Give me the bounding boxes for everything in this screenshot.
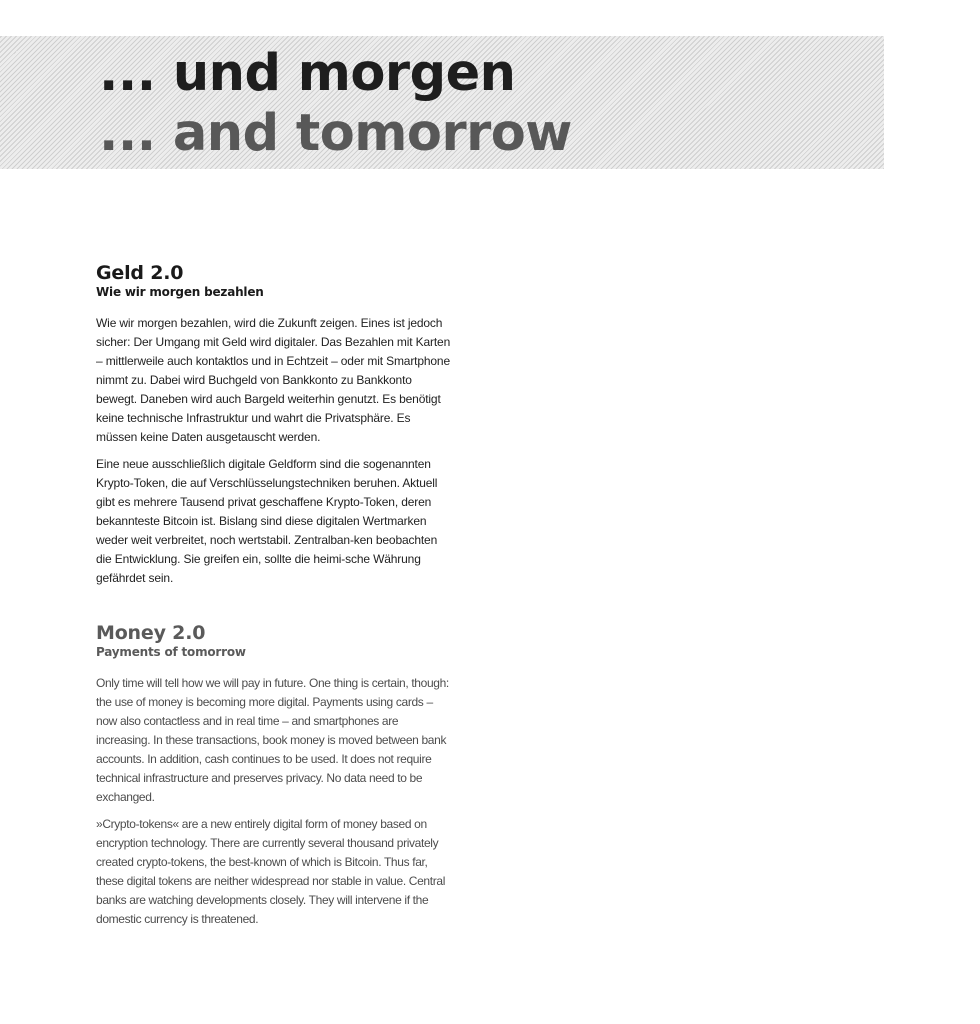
paragraph-german-1: Wie wir morgen bezahlen, wird die Zukunft zeigen. Eines ist jedoch sicher: Der Umgang mit Geld wird digitaler. Das Bezahlen mit Karten – mittlerweile auch kontaktlos und in Echtzeit – oder mit Smartphone nimmt zu. Dabei wird Buchgeld von Bankkonto zu Bankkonto bewegt. Daneben wird auch Bargeld weiterhin genutzt. Es benötigt keine technische Infrastruktur und wahrt die Privatsphäre. Es müssen keine Daten ausgetauscht werden. [96,316,451,444]
paragraph-english-1: Only time will tell how we will pay in future. One thing is certain, though: the use of money is becoming more digital. Payments using cards – now also contactless and in real time – and smartphones are increasing. In these transactions, book money is moved between bank accounts. In addition, cash continues to be used. It does not require technical infrastructure and preserves privacy. No data need to be exchanged. [96,676,449,804]
page-title-english: ... and tomorrow [99,104,572,163]
page-title-german: ... und morgen [99,44,516,103]
section-heading-english: Money 2.0 [96,622,206,644]
section-subheading-german: Wie wir morgen bezahlen [96,285,264,299]
section-english [96,622,454,929]
paragraph-english-2: »Crypto-tokens« are a new entirely digital form of money based on encryption technology. There are currently several thousand privately created crypto-tokens, the best-known of which is Bitcoin. Thus far, these digital tokens are neither widespread nor stable in value. Central banks are watching developments closely. They will intervene if the domestic currency is threatened. [96,817,446,926]
section-german [96,262,454,588]
section-subheading-english: Payments of tomorrow [96,645,246,659]
paragraph-german-2: Eine neue ausschließlich digitale Geldform sind die sogenannten Krypto-Token, die auf Verschlüsselungstechniken beruhen. Aktuell gibt es mehrere Tausend privat geschaffene Krypto-Token, deren bekannteste Bitcoin ist. Bislang sind diese digitalen Wertmarken weder weit verbreitet, noch wertstabil. Zentralban-ken beobachten die Entwicklung. Sie greifen ein, sollte die heimi-sche Währung gefährdet sein. [96,457,438,585]
section-heading-german: Geld 2.0 [96,262,184,284]
